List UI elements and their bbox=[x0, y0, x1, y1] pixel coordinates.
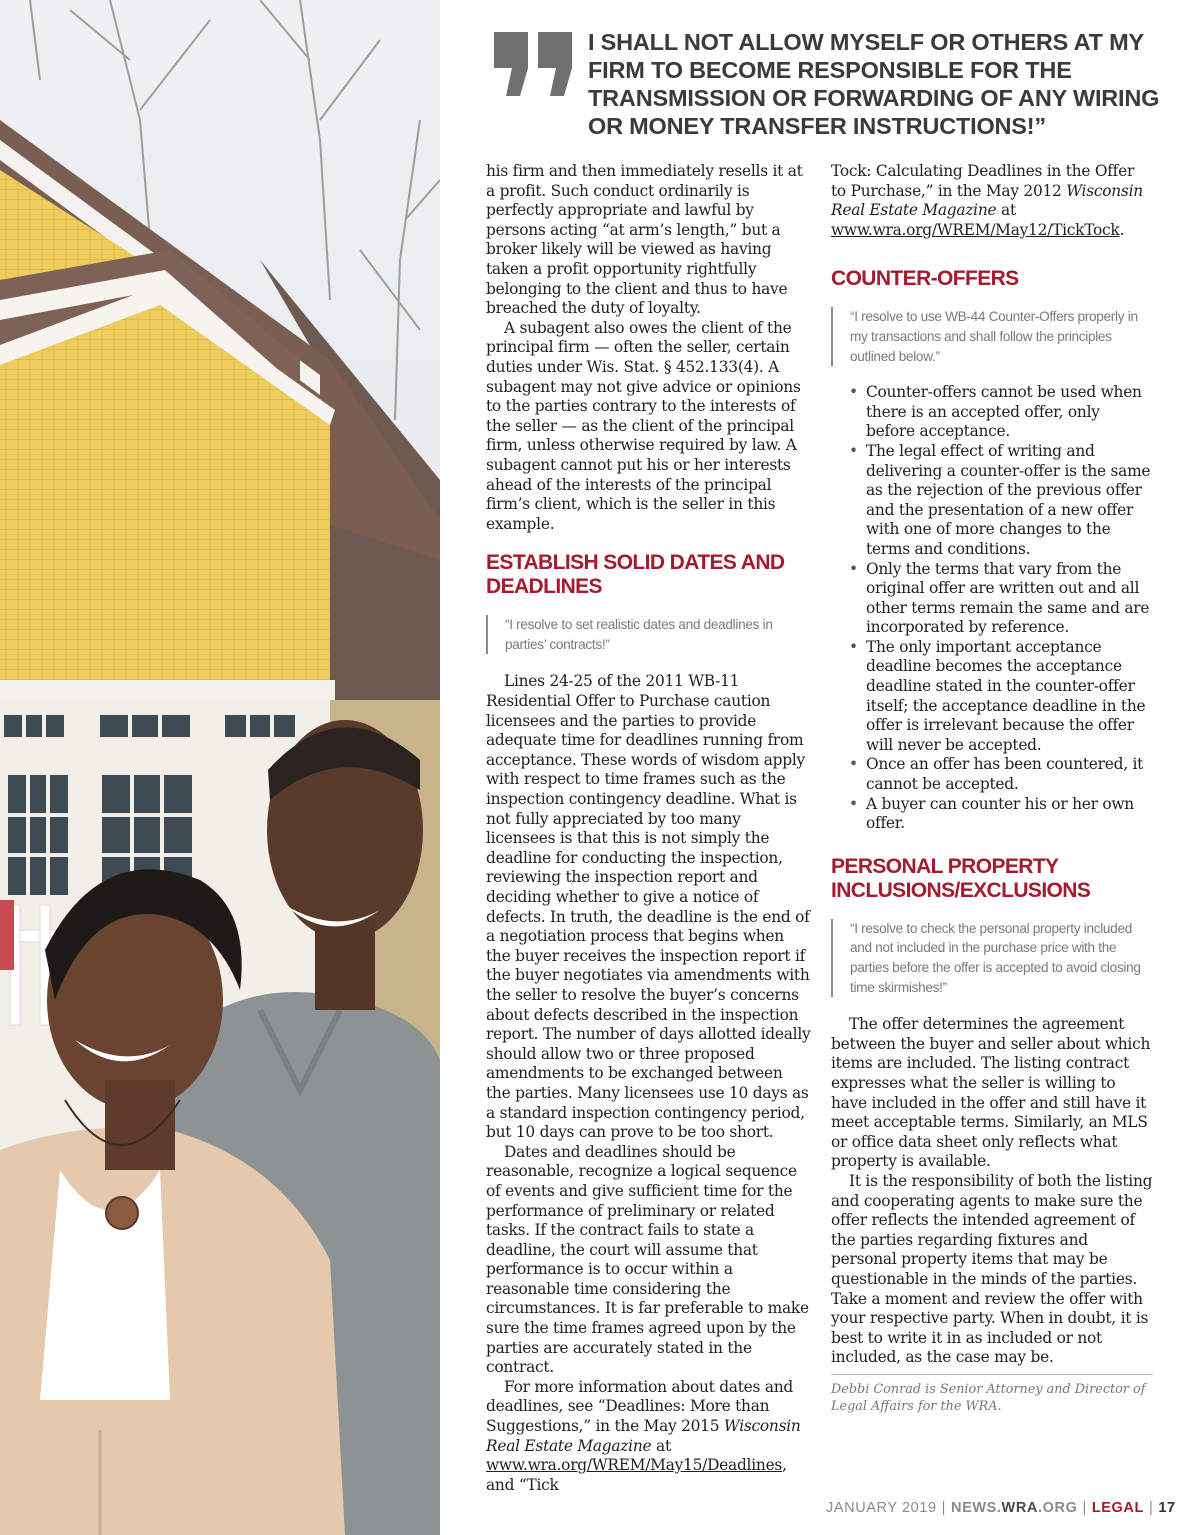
ticktock-link[interactable]: www.wra.org/WREM/May12/TickTock bbox=[831, 220, 1120, 239]
site-url: NEWS.WRA.ORG bbox=[951, 1500, 1078, 1516]
body-paragraph: The offer determines the agreement between the buyer and seller about which items are included. The listing contract expresses what the seller is willing to have included in the offer and still have it meet acceptable terms. Similarly, an MLS or office data sheet only reflects what property is available. bbox=[831, 1015, 1151, 1171]
list-item: • The legal effect of writing and delivering a counter-offer is the same as the rejection of the previous offer and the presentation of a new offer with one of more changes to the terms and conditions. bbox=[849, 441, 1151, 558]
quote-mark-icon bbox=[490, 28, 580, 100]
body-paragraph: his firm and then immediately resells it at a profit. Such conduct ordinarily is perfectly appropriate and lawful by persons acting “at arm’s length,” but a broker likely will be viewed as having taken a profit opportunity rightfully belonging to the client and thus to have breached the duty of loyalty. bbox=[486, 162, 803, 318]
resolve-quote: “I resolve to use WB-44 Counter-Offers properly in my transactions and shall follow the principles outlined below.” bbox=[831, 307, 1153, 366]
deadlines-link[interactable]: www.wra.org/WREM/May15/Deadlines bbox=[486, 1456, 783, 1475]
list-item: • A buyer can counter his or her own offer. bbox=[849, 794, 1134, 833]
byline-divider bbox=[831, 1374, 1153, 1415]
section-heading-dates: ESTABLISH SOLID DATES AND DEADLINES bbox=[486, 551, 785, 599]
resolve-quote: “I resolve to set realistic dates and deadlines in parties’ contracts!” bbox=[486, 615, 811, 654]
list-item: • Once an offer has been countered, it cannot be accepted. bbox=[849, 755, 1144, 794]
body-paragraph: Dates and deadlines should be reasonable, recognize a logical sequence of events and give sufficient time for the performance of preliminary or related tasks. If the contract fails to state a deadline, the court will assume that performance is to occur within a reasonable time considering the circumstances. It is far preferable to make sure the time frames agreed upon by the parties are accurately stated in the contract. bbox=[486, 1142, 809, 1377]
issue-date: JANUARY 2019 bbox=[826, 1500, 937, 1516]
body-paragraph: Lines 24-25 of the 2011 WB-11 Residential Offer to Purchase caution licensees and the parties to provide adequate time for deadlines running from acceptance. These words of wisdom apply with respect to time frames such as the inspection contingency deadline. What is not fully appreciated by too many licensees is that this is not simply the deadline for conducting the inspection, reviewing the inspection report and deciding whether to give a notice of defects. In truth, the deadline is the end of a negotiation process that begins when the buyer receives the inspection report if the buyer negotiates via amendments with the seller to resolve the buyer’s concerns about defects described in the inspection report. The number of days allotted ideally should allow two or three proposed amendments to be exchanged between the parties. Many licensees use 10 days as a standard inspection contingency period, but 10 days can prove to be too short. bbox=[486, 672, 811, 1142]
section-heading-personal-property: PERSONAL PROPERTY INCLUSIONS/EXCLUSIONS bbox=[831, 854, 1091, 902]
list-item: • Counter-offers cannot be used when there is an accepted offer, only before acceptance. bbox=[849, 383, 1142, 441]
list-item: • Only the terms that vary from the original offer are written out and all other terms remain the same and are incorporated by reference. bbox=[849, 559, 1150, 637]
column-right bbox=[831, 162, 1153, 1415]
section-label: LEGAL bbox=[1091, 1500, 1144, 1516]
author-byline: Debbi Conrad is Senior Attorney and Director of Legal Affairs for the WRA. bbox=[831, 1381, 1146, 1414]
resolve-quote: “I resolve to check the personal property included and not included in the purchase price with the parties before the offer is accepted to avoid closing time skirmishes!” bbox=[831, 919, 1153, 997]
column-left bbox=[486, 162, 811, 1495]
counter-offer-list bbox=[831, 383, 1153, 834]
section-heading-counter-offers: COUNTER-OFFERS bbox=[831, 267, 1019, 291]
list-item: • The only important acceptance deadline becomes the acceptance deadline stated in the counter-offer itself; the acceptance deadline in the offer is irrelevant because the offer will never be accepted. bbox=[849, 637, 1146, 754]
couple-house-photo bbox=[0, 0, 440, 1535]
pull-quote: I SHALL NOT ALLOW MYSELF OR OTHERS AT MY FIRM TO BECOME RESPONSIBLE FOR THE TRANSMISSION OR FORWARDING OF ANY WIRING OR MONEY TRANSFER INSTRUCTIONS!” bbox=[588, 29, 1160, 139]
page-number: 17 bbox=[1158, 1500, 1176, 1516]
body-paragraph: Tock: Calculating Deadlines in the Offer to Purchase,” in the May 2012 Wisconsin Real Estate Magazine at www.wra.org/WREM/May12/TickTock. bbox=[831, 162, 1143, 239]
body-paragraph: It is the responsibility of both the listing and cooperating agents to make sure the offer reflects the intended agreement of the parties regarding fixtures and personal property items that may be questionable in the minds of the parties. Take a moment and review the offer with your respective party. When in doubt, it is best to write it in as included or not included, as the case may be. bbox=[831, 1171, 1153, 1367]
body-paragraph: A subagent also owes the client of the principal firm — often the seller, certain duties under Wis. Stat. § 452.133(4). A subagent may not give advice or opinions to the parties contrary to the interests of the seller — as the client of the principal firm, unless otherwise required by law. A subagent cannot put his or her interests ahead of the interests of the principal firm’s client, which is the seller in this example. bbox=[486, 318, 801, 533]
body-paragraph: For more information about dates and deadlines, see “Deadlines: More than Suggestions,” in the May 2015 Wisconsin Real Estate Magazine at www.wra.org/WREM/May15/Deadlines, and “Tick bbox=[486, 1377, 801, 1494]
page-footer: JANUARY 2019 | NEWS.WRA.ORG | LEGAL | 17 bbox=[826, 1500, 1176, 1516]
